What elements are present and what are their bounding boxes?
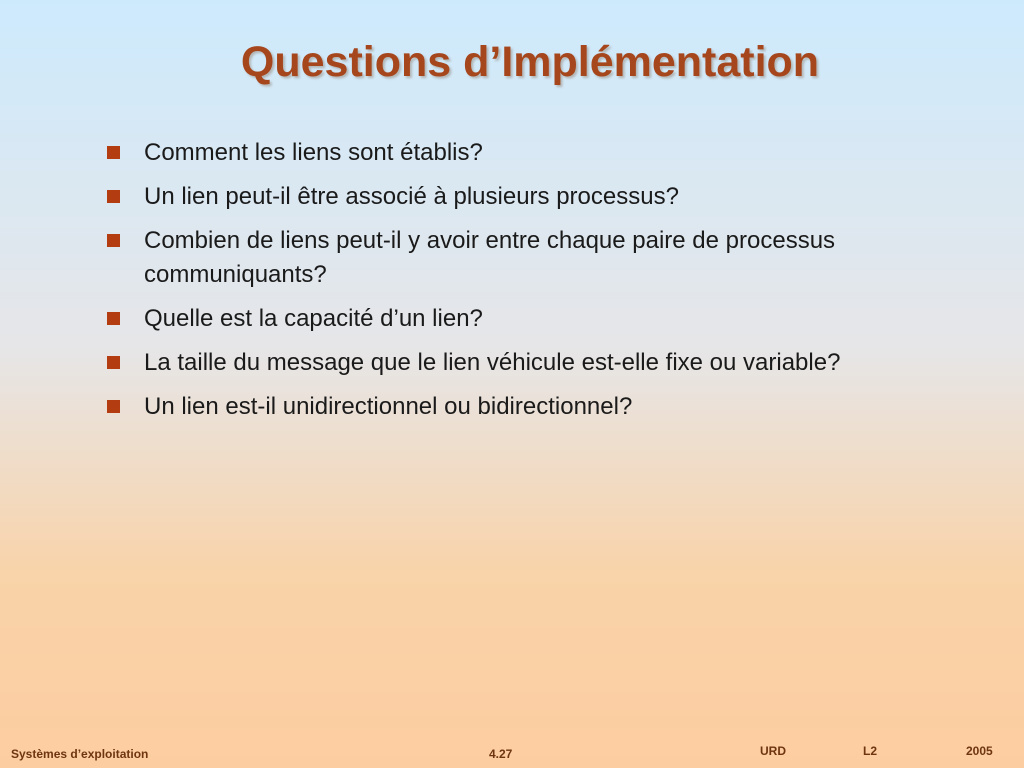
square-bullet-icon	[107, 190, 120, 203]
footer-year: 2005	[966, 744, 993, 758]
square-bullet-icon	[107, 146, 120, 159]
bullet-text: Quelle est la capacité d’un lien?	[144, 305, 483, 332]
footer-course: Systèmes d’exploitation	[11, 747, 149, 761]
square-bullet-icon	[107, 356, 120, 369]
bullet-text: Un lien peut-il être associé à plusieurs processus?	[144, 183, 679, 210]
bullet-text: Comment les liens sont établis?	[144, 139, 483, 166]
square-bullet-icon	[107, 400, 120, 413]
bullet-list	[104, 136, 984, 434]
footer-level: L2	[863, 744, 878, 758]
square-bullet-icon	[107, 234, 120, 247]
bullet-text: Combien de liens peut-il y avoir entre chaque paire de processus communiquants?	[144, 227, 836, 288]
footer-page-number: 4.27	[489, 747, 513, 761]
square-bullet-icon	[107, 312, 120, 325]
bullet-item	[104, 346, 984, 380]
footer-school: URD	[760, 744, 786, 758]
bullet-item	[104, 390, 984, 424]
bullet-item	[104, 302, 984, 336]
bullet-text: Un lien est-il unidirectionnel ou bidirectionnel?	[144, 393, 633, 420]
bullet-item	[104, 180, 984, 214]
bullet-text: La taille du message que le lien véhicule est-elle fixe ou variable?	[144, 349, 841, 376]
bullet-item	[104, 136, 984, 170]
slide-title: Questions d’Implémentation	[240, 38, 820, 86]
bullet-item	[104, 224, 984, 292]
